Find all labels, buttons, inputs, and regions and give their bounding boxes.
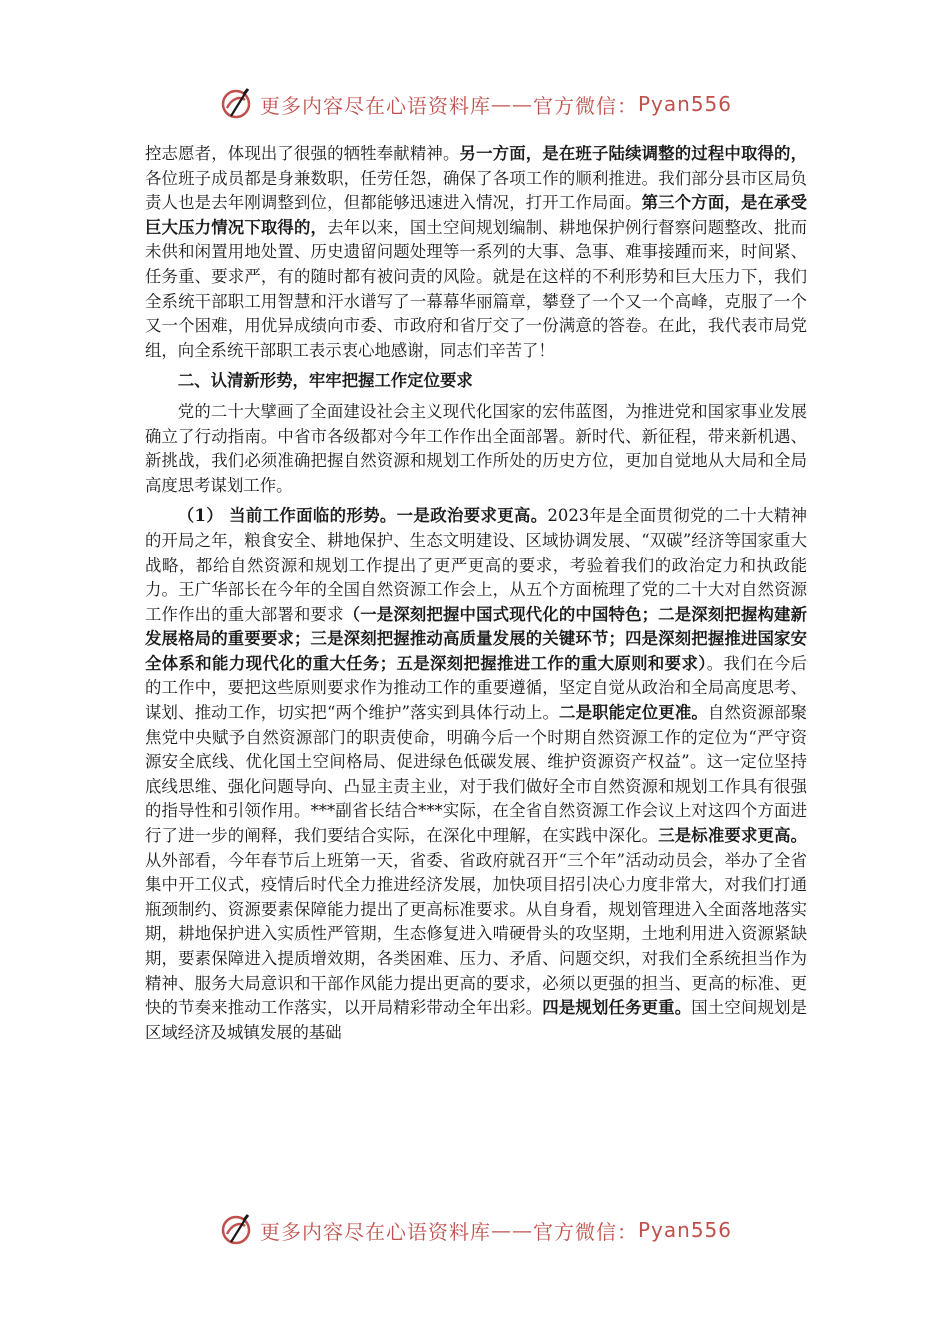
watermark-text: 更多内容尽在心语资料库	[259, 93, 491, 118]
bold-run: 二是职能定位更准。	[559, 703, 708, 723]
document-body	[145, 142, 807, 1045]
bold-run: 四是规划任务更重。	[542, 998, 692, 1018]
text-run: 控志愿者，体现出了很强的牺牲奉献精神。	[145, 144, 460, 163]
watermark-footer	[0, 1210, 950, 1250]
watermark-label: 官方微信：	[532, 93, 638, 118]
bold-run: （1） 当前工作面临的形势。一是政治要求更高。	[177, 506, 548, 526]
watermark-separator: ——	[490, 92, 533, 116]
paragraph-achievements	[145, 142, 807, 363]
watermark-separator: ——	[490, 1218, 533, 1242]
bold-run: （一是深刻把握中国式现代化的中国特色；二是深刻把握构建新发展格局的重要要求；三是深刻把握推动高质量发展的关键环节；四是深刻把握推进国家安全体系和能力现代化的重大任务；五是深刻把握推进工作的重大原则和要求）	[145, 604, 808, 673]
text-run: 去年以来，国土空间规划编制、耕地保护例行督察问题整改、批而未供和闲置用地处置、历史遗留问题处理等一系列的大事、急事、难事接踵而来，时间紧、任务重、要求严，有的随时都有被问责的风险。就是在这样的不利形势和巨大压力下，我们全系统干部职工用智慧和汗水谱写了一幕幕华丽篇章，攀登了一个又一个高峰，克服了一个又一个困难，用优异成绩向市委、市政府和省厅交了一份满意的答卷。在此，我代表市局党组，向全系统干部职工表示衷心地感谢，同志们辛苦了！	[145, 217, 808, 360]
text-run: 各位班子成员都是身兼数职，任劳任怨，确保了各项工作的顺利推进。我们部分县市区局负责人也是去年刚调整到位，但都能够迅速进入情况，打开工作局面。	[145, 168, 807, 213]
watermark-id: Pyan556	[637, 92, 732, 116]
watermark-text: 更多内容尽在心语资料库	[259, 1219, 491, 1244]
bold-run: 第三个方面，是在承受巨大压力情况下取得的，	[145, 193, 808, 237]
text-run: 国土空间规划是区域经济及城镇发展的基础	[145, 998, 808, 1042]
section-heading: 二、认清新形势，牢牢把握工作定位要求	[177, 371, 473, 391]
text-run: 。我们在今后的工作中，要把这些原则要求作为推动工作的重要遵循，坚定自觉从政治和全局高度思考、谋划、推动工作，切实把“两个维护”落实到具体行动上。	[145, 653, 807, 723]
bold-run: 另一方面，是在班子陆续调整的过程中取得的，	[459, 144, 808, 163]
text-run: 2023年是全面贯彻党的二十大精神的开局之年，粮食安全、耕地保护、生态文明建设、区域协调发展、“双碳”经济等国家重大战略，都给自然资源和规划工作提出了更严更高的要求，考验着我们的政治定力和执政能力。王广华部长在今年的全国自然资源工作会上，从五个方面梳理了党的二十大对自然资源工作作出的重大部署和要求	[145, 506, 807, 624]
watermark-id: Pyan556	[637, 1218, 732, 1242]
watermark-header	[0, 84, 950, 124]
bold-run: 三是标准要求更高。	[658, 826, 808, 846]
pen-swirl-logo-icon	[218, 1212, 254, 1248]
pen-swirl-logo-icon	[218, 86, 254, 122]
text-run: 从外部看，今年春节后上班第一天，省委、省政府就召开“三个年”活动动员会，举办了全省集中开工仪式，疫情后时代全力推进经济发展，加快项目招引决心力度非常大，对我们打通瓶颈制约、资源要素保障能力提出了更高标准要求。从自身看，规划管理进入全面落地落实期，耕地保护进入实质性严管期，生态修复进入啃硬骨头的攻坚期，土地利用进入资源紧缺期，要素保障进入提质增效期，各类困难、压力、矛盾、问题交织，对我们全系统担当作为精神、服务大局意识和干部作风能力提出更高的要求，必须以更强的担当、更高的标准、更快的节奏来推动工作落实，以开局精彩带动全年出彩。	[145, 850, 807, 1018]
text-run: 自然资源部聚焦党中央赋予自然资源部门的职责使命，明确今后一个时期自然资源工作的定位为“严守资源安全底线、优化国土空间格局、促进绿色低碳发展、维护资源资产权益”。这一定位坚持底线思维、强化问题导向、凸显主责主业，对于我们做好全市自然资源和规划工作具有很强的指导性和引领作用。***副省长结合***实际，在全省自然资源工作会议上对这四个方面进行了进一步的阐释，我们要结合实际，在深化中理解，在实践中深化。	[145, 703, 808, 846]
paragraph-intro: 党的二十大擘画了全面建设社会主义现代化国家的宏伟蓝图，为推进党和国家事业发展确立了行动指南。中省市各级都对今年工作作出全面部署。新时代、新征程，带来新机遇、新挑战，我们必须准确把握自然资源和规划工作所处的历史方位，更加自觉地从大局和全局高度思考谋划工作。	[145, 401, 807, 495]
watermark-label: 官方微信：	[532, 1219, 638, 1244]
paragraph-situation	[145, 504, 807, 1045]
